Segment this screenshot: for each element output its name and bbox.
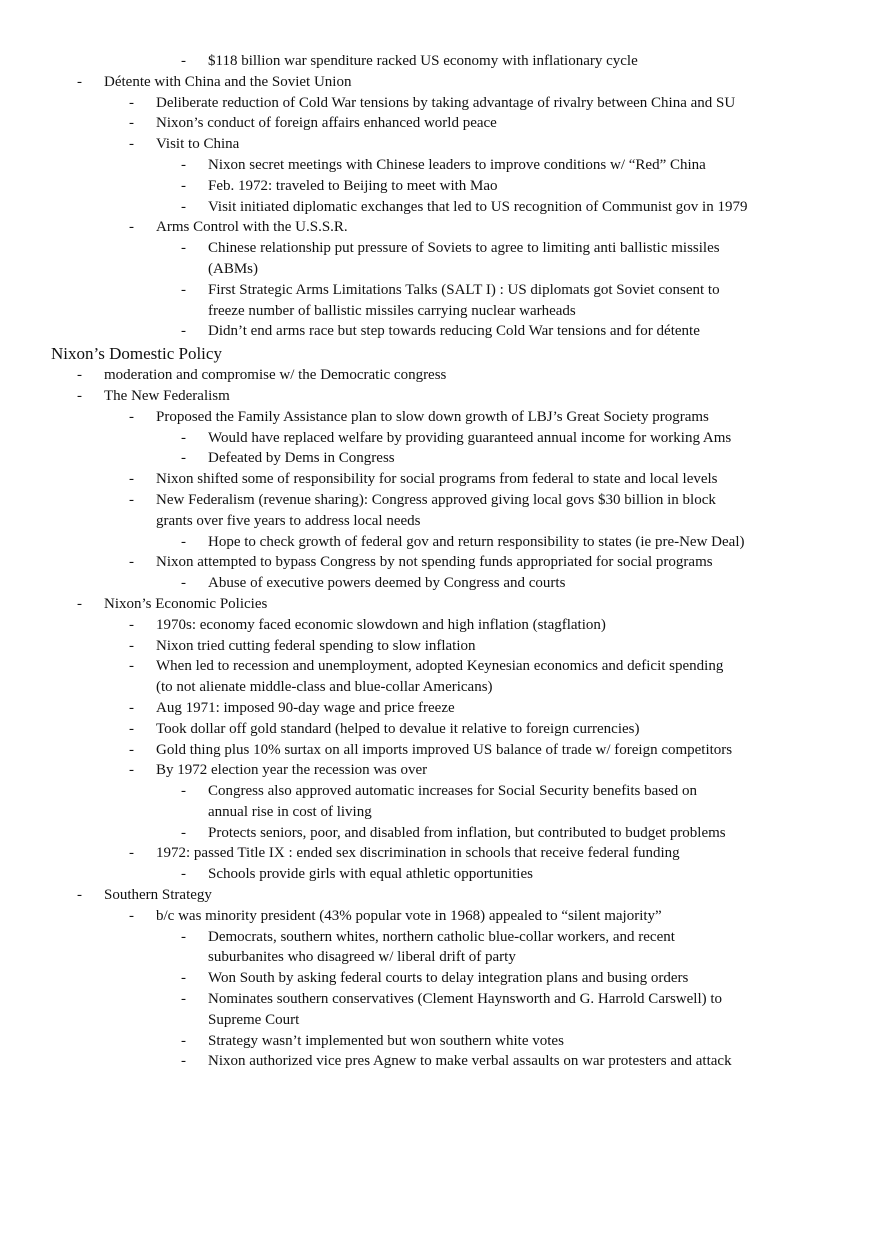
outline-item-continuation	[0, 301, 880, 322]
outline-item-text: Took dollar off gold standard (helped to devalue it relative to foreign currencies)	[156, 720, 640, 737]
bullet-dash: -	[77, 595, 82, 612]
outline-item-level-1	[0, 365, 880, 386]
outline-item-text: suburbanites who disagreed w/ liberal drift of party	[208, 949, 516, 966]
outline-item-text: Hope to check growth of federal gov and return responsibility to states (ie pre-New Deal)	[208, 533, 745, 550]
outline-item-text: The New Federalism	[104, 387, 230, 404]
outline-item-level-2	[0, 217, 880, 238]
outline-item-level-3	[0, 927, 880, 948]
outline-item-level-2	[0, 719, 880, 740]
outline-item-level-3	[0, 197, 880, 218]
bullet-dash: -	[129, 408, 134, 425]
bullet-dash: -	[129, 219, 134, 236]
outline-item-level-2	[0, 760, 880, 781]
outline-item-continuation	[0, 511, 880, 532]
outline-item-text: grants over five years to address local needs	[156, 512, 421, 529]
outline-item-text: 1972: passed Title IX : ended sex discrimination in schools that receive federal funding	[156, 845, 680, 862]
outline-item-text: Defeated by Dems in Congress	[208, 450, 395, 467]
outline-item-level-3	[0, 448, 880, 469]
outline-item-level-1	[0, 72, 880, 93]
outline-item-level-2	[0, 636, 880, 657]
outline-item-text: Nixon’s Economic Policies	[104, 595, 268, 612]
outline-item-text: b/c was minority president (43% popular vote in 1968) appealed to “silent majority”	[156, 907, 662, 924]
bullet-dash: -	[129, 907, 134, 924]
outline-item-text: Southern Strategy	[104, 887, 212, 904]
section-heading: Nixon’s Domestic Policy	[51, 344, 222, 364]
outline-item-text: Congress also approved automatic increases for Social Security benefits based on	[208, 783, 698, 800]
outline-item-text: Didn’t end arms race but step towards reducing Cold War tensions and for détente	[208, 323, 700, 340]
bullet-dash: -	[181, 783, 186, 800]
outline-item-level-3	[0, 989, 880, 1010]
outline-item-text: Proposed the Family Assistance plan to slow down growth of LBJ’s Great Society programs	[156, 408, 709, 425]
document-page	[0, 51, 880, 1072]
outline-item-level-3	[0, 864, 880, 885]
outline-item-text: $118 billion war spenditure racked US economy with inflationary cycle	[208, 53, 638, 69]
outline-item-level-3	[0, 155, 880, 176]
outline-item-level-2	[0, 906, 880, 927]
outline-item-level-3	[0, 321, 880, 342]
outline-item-text: Protects seniors, poor, and disabled from inflation, but contributed to budget problems	[208, 824, 726, 841]
bullet-dash: -	[77, 387, 82, 404]
bullet-dash: -	[181, 533, 186, 550]
outline-item-level-2	[0, 740, 880, 761]
outline-item-text: (ABMs)	[208, 260, 259, 277]
outline-item-text: Visit to China	[156, 136, 240, 153]
outline-item-level-3	[0, 238, 880, 259]
bullet-dash: -	[181, 575, 186, 592]
outline-item-text: Nixon’s conduct of foreign affairs enhanced world peace	[156, 115, 497, 132]
outline-item-level-1	[0, 885, 880, 906]
bullet-dash: -	[129, 94, 134, 111]
outline-item-level-3	[0, 51, 880, 72]
bullet-dash: -	[129, 762, 134, 779]
outline-item-level-3	[0, 176, 880, 197]
outline-item-level-3	[0, 428, 880, 449]
outline-item-level-2	[0, 656, 880, 677]
bullet-dash: -	[181, 824, 186, 841]
outline-item-text: Aug 1971: imposed 90-day wage and price freeze	[156, 699, 455, 716]
outline-item-level-2	[0, 93, 880, 114]
bullet-dash: -	[181, 1053, 186, 1070]
outline-item-text: First Strategic Arms Limitations Talks (SALT I) : US diplomats got Soviet consent to	[208, 281, 720, 298]
outline-item-text: moderation and compromise w/ the Democratic congress	[104, 367, 447, 384]
outline-item-text: Détente with China and the Soviet Union	[104, 73, 352, 90]
outline-item-level-2	[0, 490, 880, 511]
outline-item-text: Arms Control with the U.S.S.R.	[156, 219, 348, 236]
outline-item-text: Strategy wasn’t implemented but won southern white votes	[208, 1032, 564, 1049]
outline-item-text: Visit initiated diplomatic exchanges that led to US recognition of Communist gov in 1979	[208, 198, 748, 215]
outline-item-text: Democrats, southern whites, northern catholic blue-collar workers, and recent	[208, 928, 675, 945]
outline-item-text: Schools provide girls with equal athletic opportunities	[208, 866, 533, 883]
outline-item-continuation	[0, 947, 880, 968]
outline-item-level-2	[0, 469, 880, 490]
bullet-dash: -	[129, 136, 134, 153]
outline-item-level-2	[0, 552, 880, 573]
bullet-dash: -	[129, 115, 134, 132]
bullet-dash: -	[129, 554, 134, 571]
bullet-dash: -	[181, 198, 186, 215]
outline-item-text: annual rise in cost of living	[208, 803, 372, 820]
bullet-dash: -	[181, 240, 186, 257]
outline-item-level-2	[0, 134, 880, 155]
outline-item-text: Chinese relationship put pressure of Soviets to agree to limiting anti ballistic missiles	[208, 240, 720, 257]
outline-item-text: Deliberate reduction of Cold War tensions by taking advantage of rivalry between China and SU	[156, 94, 736, 111]
bullet-dash: -	[181, 323, 186, 340]
outline-item-level-1	[0, 594, 880, 615]
outline-item-level-3	[0, 781, 880, 802]
outline-item-level-1	[0, 386, 880, 407]
outline-item-level-3	[0, 823, 880, 844]
bullet-dash: -	[129, 637, 134, 654]
outline-item-text: (to not alienate middle-class and blue-collar Americans)	[156, 679, 493, 696]
outline-item-text: Nixon shifted some of responsibility for social programs from federal to state and local levels	[156, 471, 718, 488]
outline-item-continuation	[0, 1010, 880, 1031]
outline-item-text: Nixon attempted to bypass Congress by not spending funds appropriated for social programs	[156, 554, 713, 571]
outline-item-text: Supreme Court	[208, 1011, 300, 1028]
outline-item-level-3	[0, 1051, 880, 1072]
outline-item-text: Nominates southern conservatives (Clement Haynsworth and G. Harrold Carswell) to	[208, 991, 723, 1008]
outline-item-level-3	[0, 280, 880, 301]
bullet-dash: -	[77, 73, 82, 90]
outline-item-continuation	[0, 259, 880, 280]
outline-item-level-2	[0, 615, 880, 636]
outline-item-text: New Federalism (revenue sharing): Congress approved giving local govs $30 billion in block	[156, 491, 716, 508]
bullet-dash: -	[181, 450, 186, 467]
outline-item-text: Abuse of executive powers deemed by Congress and courts	[208, 575, 566, 592]
bullet-dash: -	[181, 991, 186, 1008]
bullet-dash: -	[129, 616, 134, 633]
outline-item-text: Feb. 1972: traveled to Beijing to meet with Mao	[208, 177, 498, 194]
bullet-dash: -	[77, 887, 82, 904]
outline-item-level-3	[0, 573, 880, 594]
outline-item-text: Nixon tried cutting federal spending to slow inflation	[156, 637, 476, 654]
bullet-dash: -	[129, 491, 134, 508]
bullet-dash: -	[129, 471, 134, 488]
outline-item-text: Would have replaced welfare by providing guaranteed annual income for working Ams	[208, 429, 732, 446]
outline-item-continuation	[0, 677, 880, 698]
outline-item-continuation	[0, 802, 880, 823]
outline-item-text: Nixon authorized vice pres Agnew to make verbal assaults on war protesters and attack	[208, 1053, 732, 1070]
bullet-dash: -	[181, 53, 186, 69]
outline-item-level-2	[0, 113, 880, 134]
outline-item-text: 1970s: economy faced economic slowdown and high inflation (stagflation)	[156, 616, 606, 633]
bullet-dash: -	[77, 367, 82, 384]
bullet-dash: -	[181, 928, 186, 945]
bullet-dash: -	[129, 699, 134, 716]
bullet-dash: -	[181, 970, 186, 987]
outline-item-text: Nixon secret meetings with Chinese leaders to improve conditions w/ “Red” China	[208, 156, 706, 173]
bullet-dash: -	[129, 658, 134, 675]
outline-item-level-2	[0, 698, 880, 719]
outline-item-level-2	[0, 407, 880, 428]
outline-item-level-3	[0, 968, 880, 989]
outline-item-text: Won South by asking federal courts to delay integration plans and busing orders	[208, 970, 689, 987]
bullet-dash: -	[181, 281, 186, 298]
outline-item-level-2	[0, 843, 880, 864]
outline-item-text: freeze number of ballistic missiles carrying nuclear warheads	[208, 302, 576, 319]
outline-item-text: By 1972 election year the recession was over	[156, 762, 428, 779]
bullet-dash: -	[181, 1032, 186, 1049]
outline-item-text: Gold thing plus 10% surtax on all imports improved US balance of trade w/ foreign competitors	[156, 741, 733, 758]
outline-item-level-3	[0, 1031, 880, 1052]
bullet-dash: -	[129, 741, 134, 758]
bullet-dash: -	[129, 845, 134, 862]
bullet-dash: -	[181, 866, 186, 883]
bullet-dash: -	[181, 177, 186, 194]
bullet-dash: -	[181, 156, 186, 173]
outline-item-level-3	[0, 532, 880, 553]
bullet-dash: -	[129, 720, 134, 737]
outline-item-text: When led to recession and unemployment, adopted Keynesian economics and deficit spending	[156, 658, 724, 675]
bullet-dash: -	[181, 429, 186, 446]
